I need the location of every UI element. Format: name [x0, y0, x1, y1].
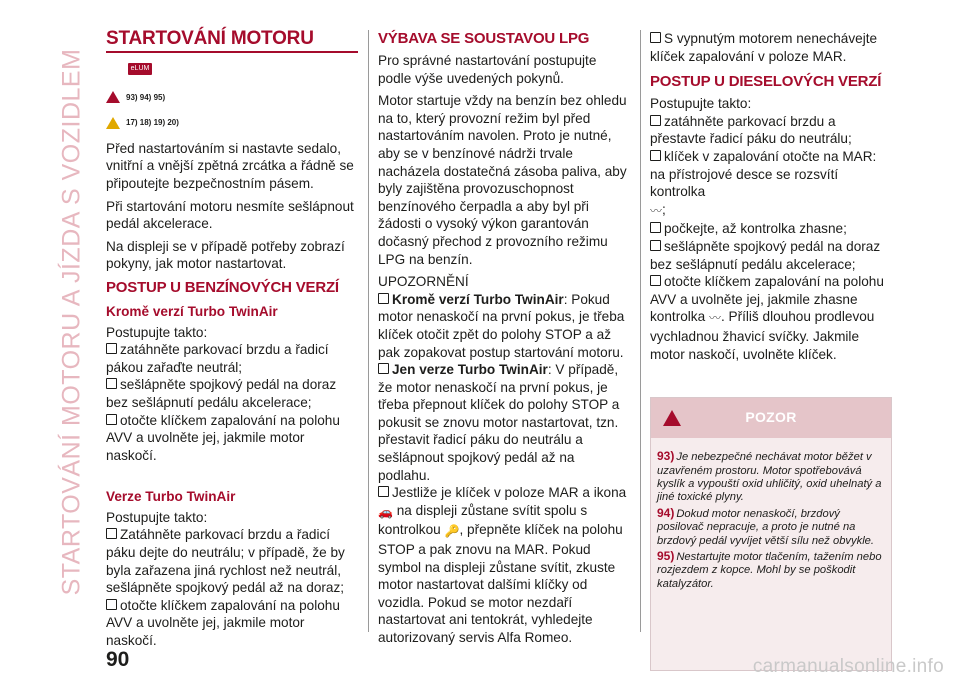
list-item: Jen verze Turbo TwinAir: V případě, že motor nenaskočí na první pokus, je třeba přepnout klíček do polohy STOP a pokusit se znovu motor nastartovat, tzn. přestavit řadicí páku do neutrálu a sešlápnout spojkový pedál až na podlahu.	[378, 362, 620, 483]
paragraph: Motor startuje vždy na benzín bez ohledu na to, který provozní režim byl před nastartováním navolen. Proto je nutné, aby se v benzínové nádrži trvale nacházela dostatečná zásoba paliva, aby byly zajištěna provozuschopnost benzínového čerpadla a aby byl při žádosti o vysoký výkon garantován dočasný přechod z provozního režimu LPG na benzín.	[378, 93, 627, 267]
warning-label: UPOZORNĚNÍ	[378, 274, 469, 290]
column-divider	[640, 30, 641, 632]
list-item: Kromě verzí Turbo TwinAir: Pokud motor nenaskočí na první pokus, je třeba klíček otočit zpět do polohy STOP a až pak zopakovat postup startování motoru.	[378, 291, 625, 360]
danger-triangle-icon	[106, 91, 120, 103]
list-item: Zatáhněte parkovací brzdu a řadicí páku dejte do neutrálu; v případě, že by byla zařazena jiná rychlost než neutrál, sešlápněte spojkový pedál až na doraz;	[106, 527, 345, 596]
paragraph: Na displeji se v případě potřeby zobrazí pokyny, jak motor nastartovat.	[106, 238, 345, 272]
caution-title: POZOR	[745, 409, 797, 426]
column-2	[378, 30, 630, 647]
procedure-label: Postupujte takto:	[650, 96, 752, 112]
checkbox-bullet-icon	[106, 343, 117, 354]
column-3	[650, 30, 890, 671]
checkbox-bullet-icon	[106, 528, 117, 539]
list-item: Jestliže je klíček v poloze MAR a ikona 🚗 na displeji zůstane svítit spolu s kontrolkou 🔑, přepněte klíček na polohu STOP a pak znovu na MAR. Pokud symbol na displeji zůstane svítit, zkuste motor nastartovat dalšími klíčky od vozidla. Pokud se motor nezdaří nastartovat ani tentokrát, vyhledejte autorizovaný servis Alfa Romeo.	[378, 485, 627, 645]
checkbox-bullet-icon	[650, 275, 661, 286]
procedure-label: Postupujte takto:	[106, 509, 208, 525]
caution-box-header	[651, 398, 891, 438]
heading-petrol: POSTUP U BENZÍNOVÝCH VERZÍ	[106, 278, 339, 296]
procedure-label: Postupujte takto:	[106, 324, 208, 340]
checkbox-bullet-icon	[106, 378, 117, 389]
checkbox-bullet-icon	[106, 414, 117, 425]
checkbox-bullet-icon	[650, 32, 661, 43]
page-number: 90	[106, 648, 130, 671]
list-item: sešlápněte spojkový pedál na doraz bez sešlápnutí pedálu akcelerace;	[650, 238, 881, 272]
list-item: sešlápněte spojkový pedál na doraz bez sešlápnutí pedálu akcelerace;	[106, 377, 337, 410]
caution-note: 95) Nestartujte motor tlačením, tažením nebo rozjezdem z kopce. Mohl by se poškodit katalyzátor.	[657, 548, 882, 590]
list-item: zatáhněte parkovací brzdu a řadicí pákou zařaďte neutrál;	[106, 342, 329, 375]
list-item: S vypnutým motorem nenechávejte klíček zapalování v poloze MAR.	[650, 31, 878, 64]
list-item: otočte klíčkem zapalování na polohu AVV a uvolněte jej, jakmile zhasne kontrolka 〰. Příliš dlouhou prodlevou vychladnou žhavicí svíčky. Jakmile motor naskočí, uvolněte klíček.	[650, 274, 884, 362]
checkbox-bullet-icon	[650, 240, 661, 251]
caution-note: 94) Dokud motor nenaskočí, brzdový posilovač nepracuje, a proto je nutné na brzdový pedál vyvíjet větší sílu než obvykle.	[657, 505, 875, 547]
list-item: klíček v zapalování otočte na MAR: na přístrojové desce se rozsvítí kontrolka 〰;	[650, 148, 890, 220]
paragraph: Při startování motoru nesmíte sešlápnout pedál akcelerace.	[106, 198, 354, 232]
checkbox-bullet-icon	[650, 222, 661, 233]
immobilizer-car-icon: 🚗	[378, 504, 393, 519]
watermark: carmanualsonline.info	[752, 656, 944, 677]
elum-icon: eLUM	[128, 63, 152, 75]
paragraph: Pro správné nastartování postupujte podle výše uvedených pokynů.	[378, 53, 597, 86]
side-section-title: STARTOVÁNÍ MOTORU A JÍZDA S VOZIDLEM	[57, 48, 86, 596]
checkbox-bullet-icon	[106, 599, 117, 610]
glow-plug-icon: 〰	[650, 203, 663, 218]
heading-except-twinair: Kromě verzí Turbo TwinAir	[106, 303, 278, 319]
caution-refs: 17) 18) 19) 20)	[126, 118, 179, 128]
paragraph: Před nastartováním si nastavte sedalo, vnitřní a vnější zpětná zrcátka a řádně se připoutejte bezpečnostním pásem.	[106, 140, 354, 191]
list-item: zatáhněte parkovací brzdu a přestavte řadicí páku do neutrálu;	[650, 113, 852, 147]
heading-lpg: VÝBAVA SE SOUSTAVOU LPG	[378, 30, 590, 47]
list-item: počkejte, až kontrolka zhasne;	[650, 220, 890, 238]
list-item: otočte klíčkem zapalování na polohu AVV a uvolněte jej, jakmile motor naskočí.	[106, 597, 340, 649]
warning-refs: 93) 94) 95)	[126, 92, 166, 102]
checkbox-bullet-icon	[378, 486, 389, 497]
heading-diesel: POSTUP U DIESELOVÝCH VERZÍ	[650, 73, 882, 91]
section-title: STARTOVÁNÍ MOTORU	[106, 30, 358, 53]
warning-icons	[106, 63, 358, 132]
list-item: otočte klíčkem zapalování na polohu AVV a uvolněte jej, jakmile motor naskočí.	[106, 412, 340, 463]
checkbox-bullet-icon	[650, 115, 661, 126]
caution-triangle-icon	[106, 117, 120, 129]
glow-plug-icon: 〰	[708, 311, 721, 326]
key-warning-icon: 🔑	[444, 524, 460, 539]
checkbox-bullet-icon	[378, 293, 389, 304]
heading-twinair: Verze Turbo TwinAir	[106, 489, 236, 505]
checkbox-bullet-icon	[650, 150, 661, 161]
column-1	[106, 30, 358, 650]
danger-triangle-icon	[663, 410, 681, 426]
checkbox-bullet-icon	[378, 363, 389, 374]
column-divider	[368, 30, 369, 632]
caution-box	[650, 397, 892, 671]
caution-note: 93) Je nebezpečné nechávat motor běžet v uzavřeném prostoru. Motor spotřebovává kyslík a vypouští oxid uhličitý, oxid uhelnatý a jiné toxické plyny.	[657, 449, 882, 504]
caution-box-body	[651, 438, 891, 670]
